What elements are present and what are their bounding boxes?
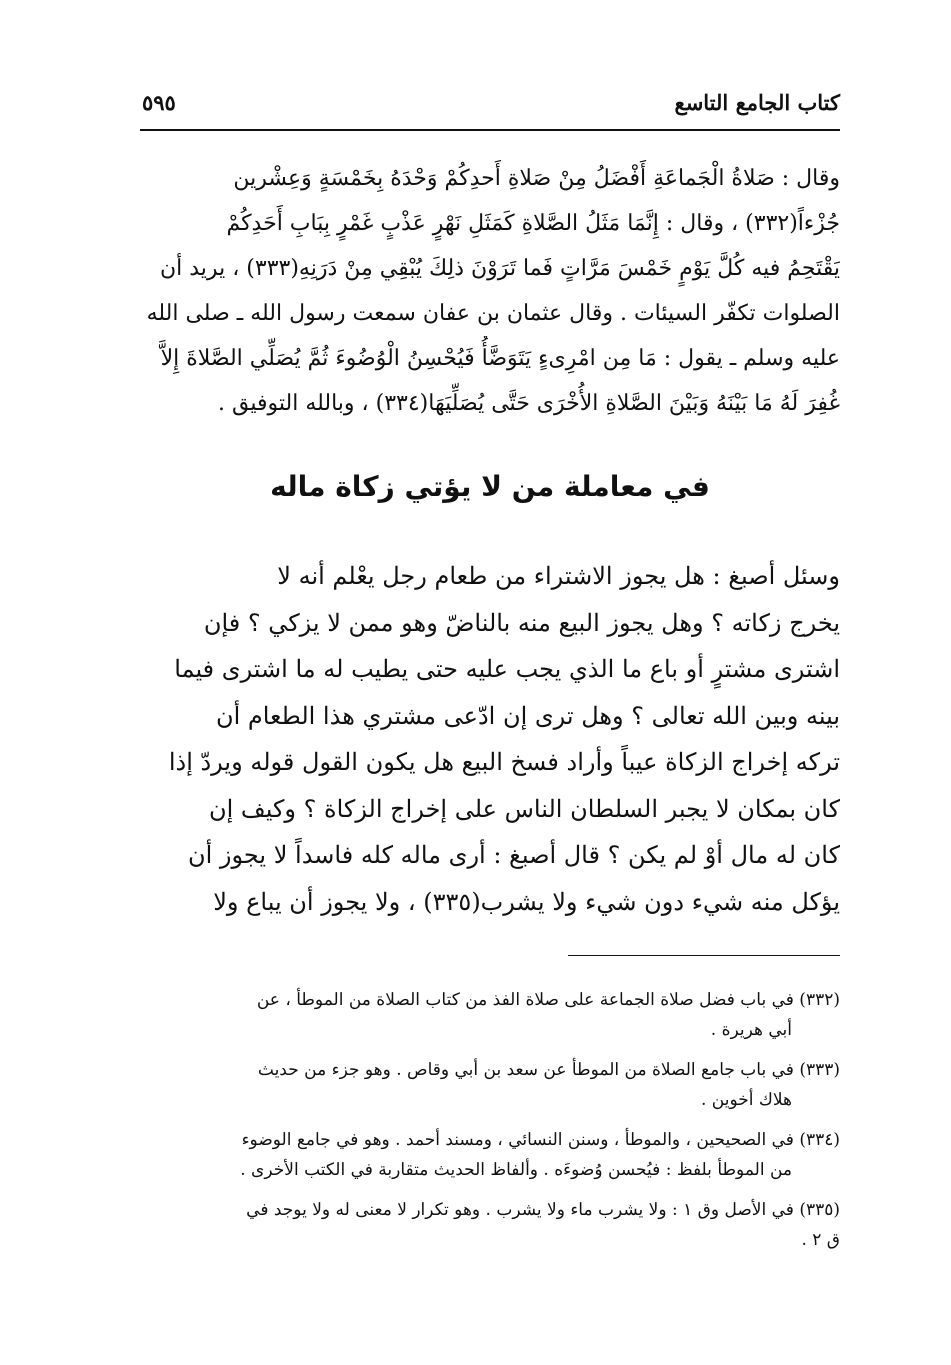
- footnote-334: [140, 1125, 840, 1185]
- text-line: عليه وسلم ـ يقول : مَا مِن امْرِىءٍ يَتَوَضَّأُ فَيُحْسِنُ الْوُضُوءَ ثُمَّ يُصَلِّي الصَّلاةَ إِلاَّ: [160, 346, 840, 371]
- continued-paragraph: [140, 156, 840, 426]
- footnote-line: (٣٣٤) في الصحيحين ، والموطأ ، وسنن النسائي ، ومسند أحمد . وهو في جامع الوضوء: [241, 1130, 840, 1150]
- text-line: غُفِرَ لَهُ مَا بَيْنَهُ وَبَيْنَ الصَّلاةِ الأُخْرَى حَتَّى يُصَلِّيَهَا(٣٣٤) ، وبالله التوفيق .: [218, 391, 840, 416]
- text-line: بينه وبين الله تعالى ؟ وهل ترى إن ادّعى مشتري هذا الطعام أن: [215, 701, 840, 730]
- running-title: كتاب الجامع التاسع: [674, 90, 840, 115]
- footnote-335: [140, 1195, 840, 1255]
- text-line: يؤكل منه شيء دون شيء ولا يشرب(٣٣٥) ، ولا يجوز أن يباع ولا: [213, 887, 840, 916]
- footnotes: [140, 985, 840, 1265]
- text-line: وقال : صَلاةُ الْجَماعَةِ أَفْضَلُ مِنْ صَلاةِ أَحدِكُمْ وَحْدَهُ بِخَمْسَةٍ وَعِشْرين: [233, 166, 840, 191]
- text-line: اشترى مشترٍ أو باع ما الذي يجب عليه حتى يطيب له ما اشترى فيما: [174, 655, 840, 683]
- footnote-line: هلاك أخوين .: [700, 1090, 792, 1110]
- text-line: كان بمكان لا يجبر السلطان الناس على إخراج الزكاة ؟ وكيف إن: [208, 794, 840, 823]
- footnote-332: [140, 985, 840, 1045]
- text-line: جُزْءاً(٣٣٢) ، وقال : إِنَّمَا مَثَلُ الصَّلاةِ كَمَثَلِ نَهْرٍ عَذْبٍ غَمْرٍ بِبَابِ أَحَدِكُمْ: [226, 211, 840, 236]
- section-heading: في معاملة من لا يؤتي زكاة ماله: [270, 470, 710, 503]
- footnote-line: (٣٣٥) في الأصل وق ١ : ولا يشرب ماء ولا يشرب . وهو تكرار لا معنى له ولا يوجد في: [246, 1200, 840, 1220]
- text-line: تركه إخراج الزكاة عيباً وأراد فسخ البيع هل يكون القول قوله ويردّ إذا: [168, 748, 840, 776]
- page-number: ٥٩٥: [142, 90, 176, 115]
- footnote-line: أبي هريرة .: [710, 1020, 792, 1040]
- footnote-line: (٣٣٢) في باب فضل صلاة الجماعة على صلاة الفذ من كتاب الصلاة من الموطأ ، عن: [256, 990, 840, 1010]
- footnote-line: من الموطأ بلفظ : فيُحسن وُضوءَه . وألفاظ الحديث متقاربة في الكتب الأخرى .: [240, 1160, 792, 1180]
- footnote-line: (٣٣٣) في باب جامع الصلاة من الموطأ عن سعد بن أبي وقاص . وهو جزء من حديث: [257, 1060, 840, 1080]
- text-line: يخرج زكاته ؟ وهل يجوز البيع منه بالناضّ وهو ممن لا يزكي ؟ فإن: [203, 608, 840, 637]
- text-line: وسئل أصبغ : هل يجوز الاشتراء من طعام رجل يعْلم أنه لا: [277, 562, 840, 590]
- page-header: [140, 88, 840, 122]
- header-rule: [140, 129, 840, 131]
- footnote-333: [140, 1055, 840, 1115]
- footnote-line: ق ٢ .: [801, 1230, 840, 1250]
- text-line: كان له مال أوْ لم يكن ؟ قال أصبغ : أرى ماله كله فاسداً لا يجوز أن: [188, 841, 840, 869]
- text-line: يَقْتَحِمُ فيه كُلَّ يَوْمٍ خَمْسَ مَرَّاتٍ فَما تَرَوْنَ ذلِكَ يُبْقِي مِنْ دَرَنِهِ(٣٣٣) ، يريد أن: [160, 256, 840, 281]
- footnote-separator: [568, 955, 840, 956]
- main-paragraph: [140, 553, 840, 925]
- text-line: الصلوات تكفّر السيئات . وقال عثمان بن عفان سمعت رسول الله ـ صلى الله: [146, 301, 840, 326]
